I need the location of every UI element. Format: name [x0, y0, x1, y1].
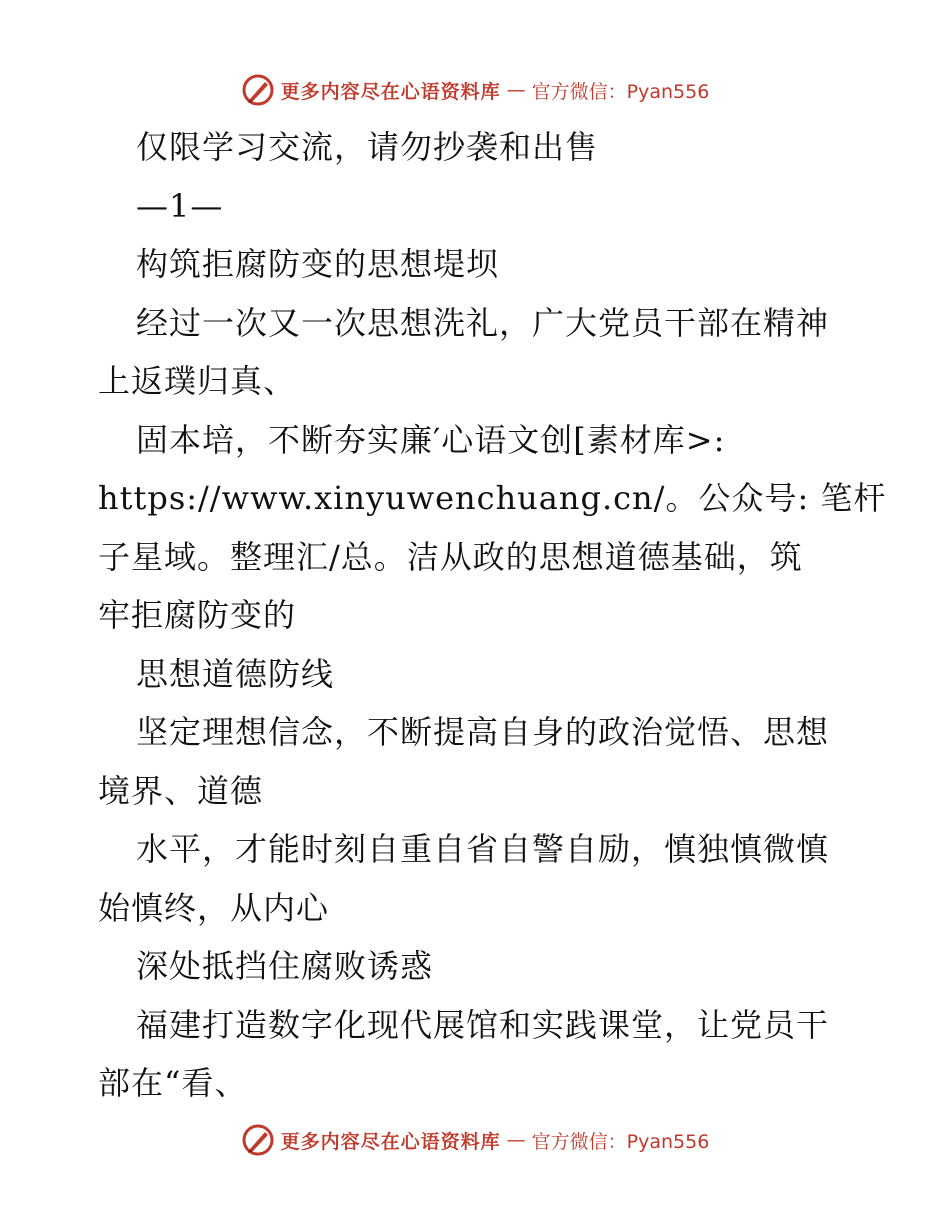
paragraph-line: 深处抵挡住腐败诱惑 — [136, 947, 434, 985]
banner-wechat-text: 官方微信：Pyan556 — [531, 80, 710, 103]
paragraph-line: 坚定理想信念，不断提高自身的政治觉悟、思想 — [136, 713, 830, 751]
banner-site-text: 更多内容尽在心语资料库 — [280, 1130, 501, 1153]
header-banner — [0, 70, 950, 110]
paragraph-line: 子星域。整理汇/总。洁从政的思想道德基础，筑 — [98, 537, 803, 576]
notice-line: 仅限学习交流，请勿抄袭和出售 — [136, 128, 599, 166]
paragraph-line: 福建打造数字化现代展馆和实践课堂，让党员干 — [136, 1005, 830, 1044]
paragraph-line: 经过一次又一次思想洗礼，广大党员干部在精神 — [136, 303, 830, 342]
paragraph-line: 境界、道德 — [98, 771, 264, 810]
pen-circle-logo-icon — [241, 1123, 275, 1157]
paragraph-line: 始慎终，从内心 — [98, 888, 330, 927]
paragraph-line: 固本培，不断夯实廉′心语文创[素材库>: — [136, 420, 726, 459]
paragraph-line: 牢拒腐防变的 — [98, 596, 297, 634]
paragraph-line: https://www.xinyuwenchuang.cn/。公众号: 笔杆 — [98, 479, 887, 517]
banner-separator: — — [506, 1129, 526, 1151]
footer-banner — [0, 1120, 950, 1160]
paragraph-line: 上返璞归真、 — [98, 362, 297, 400]
banner-site-text: 更多内容尽在心语资料库 — [280, 80, 501, 103]
document-body — [98, 118, 887, 1113]
pen-circle-logo-icon — [241, 73, 275, 107]
section-title: 构筑拒腐防变的思想堤坝 — [136, 245, 500, 283]
banner-wechat-text: 官方微信：Pyan556 — [531, 1130, 710, 1153]
section-number: —1— — [136, 186, 224, 225]
paragraph-line: 思想道德防线 — [136, 654, 335, 693]
paragraph-line: 部在“看、 — [98, 1064, 248, 1102]
paragraph-line: 水平，才能时刻自重自省自警自励，慎独慎微慎 — [136, 830, 830, 868]
banner-separator: — — [506, 79, 526, 101]
